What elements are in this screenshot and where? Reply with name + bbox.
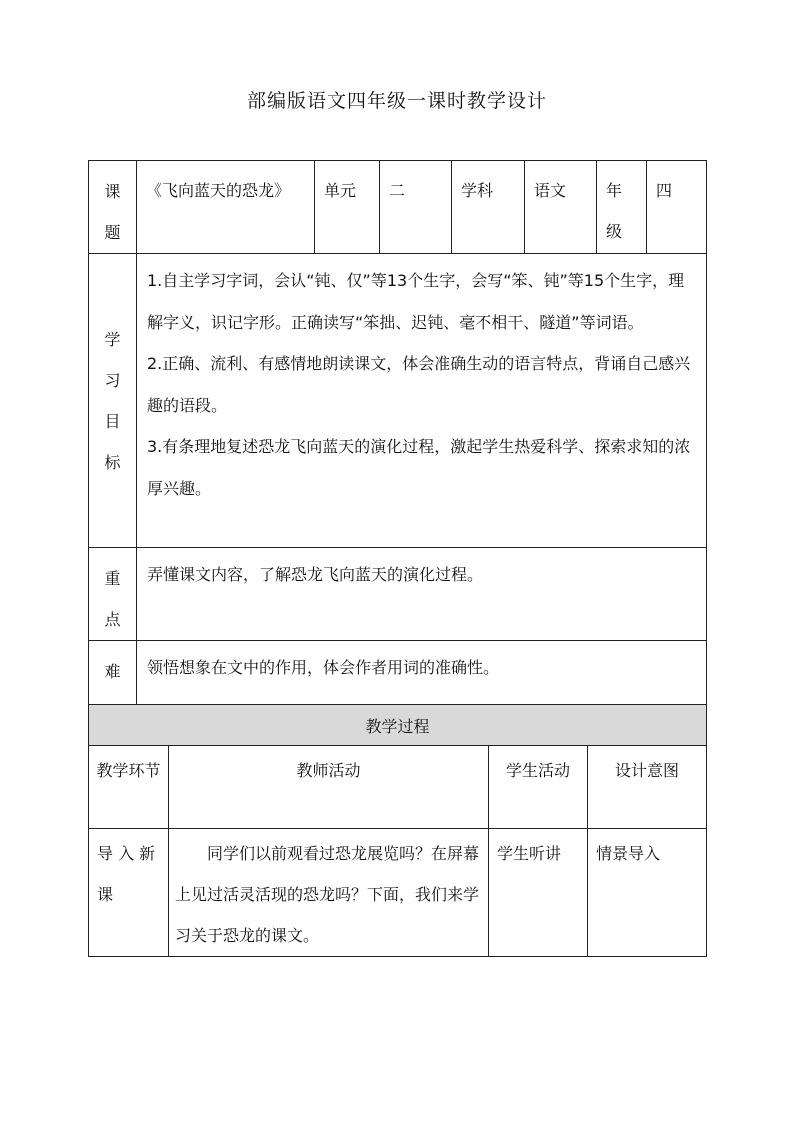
lesson-info-table bbox=[88, 160, 707, 734]
goals-label-char: 习 bbox=[104, 370, 121, 390]
header-stage: 教学环节 bbox=[96, 761, 161, 780]
process-heading-cell bbox=[89, 705, 707, 746]
subject-value-cell bbox=[525, 161, 597, 254]
header-teacher: 教师活动 bbox=[296, 761, 361, 780]
process-heading: 教学过程 bbox=[365, 716, 430, 736]
key-label-cell bbox=[89, 548, 137, 641]
subject-value: 语文 bbox=[534, 181, 567, 200]
document-title: 部编版语文四年级一课时教学设计 bbox=[246, 90, 547, 112]
table-row bbox=[89, 829, 707, 957]
goal-item: 2.正确、流利、有感情地朗读课文，体会准确生动的语言特点，背诵自己感兴趣的语段。 bbox=[147, 354, 691, 415]
header-student-cell bbox=[489, 746, 588, 829]
student-cell bbox=[489, 829, 588, 957]
goals-cell bbox=[137, 254, 707, 548]
header-intent-cell bbox=[588, 746, 707, 829]
intent-cell bbox=[588, 829, 707, 957]
difficulty-label-char: 难 bbox=[104, 662, 121, 681]
header-stage-cell bbox=[89, 746, 169, 829]
goals-label-char: 目 bbox=[104, 411, 121, 431]
teacher-activity: 同学们以前观看过恐龙展览吗？在屏幕上见过活灵活现的恐龙吗？下面，我们来学习关于恐龙的课文。 bbox=[175, 844, 480, 945]
key-point: 弄懂课文内容，了解恐龙飞向蓝天的演化过程。 bbox=[147, 565, 484, 584]
subject-label-cell bbox=[452, 161, 525, 254]
design-intent: 情景导入 bbox=[596, 844, 661, 863]
grade-label-cell bbox=[597, 161, 647, 254]
goal-item: 3.有条理地复述恐龙飞向蓝天的演化过程，激起学生热爱科学、探索求知的浓厚兴趣。 bbox=[147, 437, 691, 498]
key-label-char: 点 bbox=[104, 610, 121, 629]
goals-label-cell bbox=[89, 254, 137, 548]
teacher-cell bbox=[169, 829, 489, 957]
header-student: 学生活动 bbox=[505, 761, 570, 780]
goals-label-char: 标 bbox=[104, 452, 121, 472]
lesson-label-char: 题 bbox=[104, 223, 121, 242]
difficulty-point: 领悟想象在文中的作用，体会作者用词的准确性。 bbox=[147, 658, 500, 677]
teaching-process-table bbox=[88, 704, 707, 957]
unit-value: 二 bbox=[389, 181, 406, 200]
key-point-cell bbox=[137, 548, 707, 641]
unit-label: 单元 bbox=[324, 181, 357, 200]
unit-value-cell bbox=[380, 161, 452, 254]
lesson-value-cell bbox=[137, 161, 315, 254]
header-teacher-cell bbox=[169, 746, 489, 829]
goals-label-char: 学 bbox=[104, 329, 121, 349]
stage-value: 导 入 新课 bbox=[97, 844, 156, 904]
lesson-label-cell bbox=[89, 161, 137, 254]
grade-value-cell bbox=[647, 161, 707, 254]
goal-item: 1.自主学习字词，会认“钝、仅”等13个生字，会写“笨、钝”等15个生字，理解字义，识记字形。正确读写“笨拙、迟钝、毫不相干、隧道”等词语。 bbox=[147, 271, 685, 332]
header-intent: 设计意图 bbox=[615, 761, 680, 780]
unit-label-cell bbox=[315, 161, 380, 254]
lesson-label-char: 课 bbox=[104, 182, 121, 201]
grade-value: 四 bbox=[656, 181, 673, 200]
grade-label-char: 级 bbox=[606, 222, 623, 241]
key-label-char: 重 bbox=[104, 569, 121, 588]
grade-label-char: 年 bbox=[606, 181, 623, 200]
stage-cell bbox=[89, 829, 169, 957]
subject-label: 学科 bbox=[461, 181, 494, 200]
student-activity: 学生听讲 bbox=[497, 844, 562, 863]
lesson-value: 《飞向蓝天的恐龙》 bbox=[146, 181, 291, 200]
